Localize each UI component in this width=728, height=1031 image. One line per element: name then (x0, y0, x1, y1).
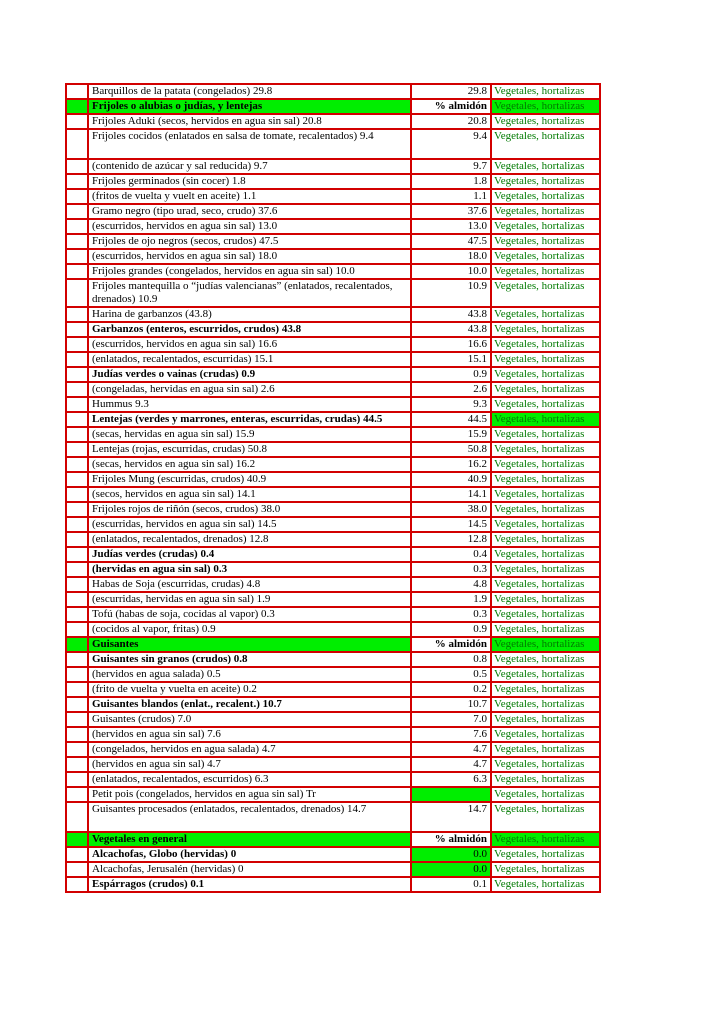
starch-value-cell[interactable]: 38.0 (411, 502, 491, 517)
category-cell[interactable]: Vegetales, hortalizas (491, 877, 600, 892)
row-marker-cell[interactable] (66, 99, 88, 114)
row-marker-cell[interactable] (66, 427, 88, 442)
food-name-cell[interactable]: Lentejas (verdes y marrones, enteras, escurridas, crudas) 44.5 (88, 412, 411, 427)
category-cell[interactable]: Vegetales, hortalizas (491, 517, 600, 532)
table-row (66, 862, 600, 877)
row-marker-cell[interactable] (66, 592, 88, 607)
food-name-cell[interactable]: (frito de vuelta y vuelta en aceite) 0.2 (88, 682, 411, 697)
starch-value-cell[interactable]: 14.7 (411, 802, 491, 832)
food-name-cell[interactable]: Alcachofas, Jerusalén (hervidas) 0 (88, 862, 411, 877)
table-row (66, 159, 600, 174)
category-cell[interactable]: Vegetales, hortalizas (491, 802, 600, 832)
starch-value-cell[interactable]: 18.0 (411, 249, 491, 264)
table-row (66, 802, 600, 832)
row-marker-cell[interactable] (66, 204, 88, 219)
row-marker-cell[interactable] (66, 129, 88, 159)
table-row (66, 264, 600, 279)
starch-value-cell[interactable]: 0.3 (411, 562, 491, 577)
food-name-cell[interactable]: (congeladas, hervidas en agua sin sal) 2.6 (88, 382, 411, 397)
food-name-cell[interactable]: (hervidas en agua sin sal) 0.3 (88, 562, 411, 577)
table-row (66, 577, 600, 592)
row-marker-cell[interactable] (66, 114, 88, 129)
category-cell[interactable]: Vegetales, hortalizas (491, 607, 600, 622)
table-row (66, 877, 600, 892)
row-marker-cell[interactable] (66, 532, 88, 547)
food-name-cell[interactable]: Harina de garbanzos (43.8) (88, 307, 411, 322)
starch-value-cell[interactable]: 40.9 (411, 472, 491, 487)
category-cell[interactable]: Vegetales, hortalizas (491, 697, 600, 712)
food-name-cell[interactable]: Guisantes procesados (enlatados, recalentados, drenados) 14.7 (88, 802, 411, 832)
starch-value-cell[interactable]: 9.3 (411, 397, 491, 412)
food-name-cell[interactable]: (enlatados, recalentados, drenados) 12.8 (88, 532, 411, 547)
food-name-cell[interactable]: Judías verdes (crudas) 0.4 (88, 547, 411, 562)
table-row (66, 472, 600, 487)
table-row (66, 367, 600, 382)
table-row (66, 279, 600, 307)
starch-value-cell[interactable]: 15.9 (411, 427, 491, 442)
category-cell[interactable]: Vegetales, hortalizas (491, 234, 600, 249)
starch-value-cell[interactable]: 4.7 (411, 757, 491, 772)
category-cell[interactable]: Vegetales, hortalizas (491, 427, 600, 442)
table-row (66, 204, 600, 219)
row-marker-cell[interactable] (66, 607, 88, 622)
row-marker-cell[interactable] (66, 367, 88, 382)
food-name-cell[interactable]: Petit pois (congelados, hervidos en agua sin sal) Tr (88, 787, 411, 802)
table-row (66, 412, 600, 427)
table-row (66, 189, 600, 204)
category-cell[interactable]: Vegetales, hortalizas (491, 159, 600, 174)
row-marker-cell[interactable] (66, 397, 88, 412)
table-row (66, 174, 600, 189)
food-name-cell[interactable]: (enlatados, recalentados, escurridas) 15.1 (88, 352, 411, 367)
category-cell[interactable]: Vegetales, hortalizas (491, 114, 600, 129)
category-cell[interactable]: Vegetales, hortalizas (491, 562, 600, 577)
category-cell[interactable]: Vegetales, hortalizas (491, 412, 600, 427)
row-marker-cell[interactable] (66, 682, 88, 697)
category-cell[interactable]: Vegetales, hortalizas (491, 472, 600, 487)
row-marker-cell[interactable] (66, 412, 88, 427)
category-cell[interactable]: Vegetales, hortalizas (491, 322, 600, 337)
food-name-cell[interactable]: (congelados, hervidos en agua salada) 4.7 (88, 742, 411, 757)
table-row (66, 697, 600, 712)
table-row (66, 219, 600, 234)
category-cell[interactable]: Vegetales, hortalizas (491, 592, 600, 607)
food-name-cell[interactable]: (contenido de azúcar y sal reducida) 9.7 (88, 159, 411, 174)
starch-value-cell[interactable]: 14.1 (411, 487, 491, 502)
table-row (66, 84, 600, 99)
starch-value-cell[interactable]: 0.8 (411, 652, 491, 667)
row-marker-cell[interactable] (66, 772, 88, 787)
category-cell[interactable]: Vegetales, hortalizas (491, 99, 600, 114)
row-marker-cell[interactable] (66, 322, 88, 337)
row-marker-cell[interactable] (66, 472, 88, 487)
row-marker-cell[interactable] (66, 862, 88, 877)
food-name-cell[interactable]: Tofú (habas de soja, cocidas al vapor) 0.3 (88, 607, 411, 622)
food-name-cell[interactable]: (escurridas, hervidas en agua sin sal) 1.9 (88, 592, 411, 607)
section-header-row (66, 99, 600, 114)
table-row (66, 667, 600, 682)
starch-value-cell[interactable]: 1.8 (411, 174, 491, 189)
food-name-cell[interactable]: Alcachofas, Globo (hervidas) 0 (88, 847, 411, 862)
table-row (66, 682, 600, 697)
starch-value-cell[interactable]: 43.8 (411, 307, 491, 322)
food-name-cell[interactable]: Frijoles o alubias o judías, y lentejas (88, 99, 411, 114)
starch-value-cell[interactable]: 0.1 (411, 877, 491, 892)
food-name-cell[interactable]: Frijoles cocidos (enlatados en salsa de tomate, recalentados) 9.4 (88, 129, 411, 159)
table-row (66, 607, 600, 622)
table-row (66, 757, 600, 772)
starch-value-cell[interactable]: 20.8 (411, 114, 491, 129)
starch-value-cell[interactable]: 10.7 (411, 697, 491, 712)
row-marker-cell[interactable] (66, 697, 88, 712)
food-name-cell[interactable]: Frijoles grandes (congelados, hervidos en agua sin sal) 10.0 (88, 264, 411, 279)
table-row (66, 397, 600, 412)
row-marker-cell[interactable] (66, 337, 88, 352)
starch-value-cell[interactable]: 4.8 (411, 577, 491, 592)
food-name-cell[interactable]: Frijoles germinados (sin cocer) 1.8 (88, 174, 411, 189)
food-name-cell[interactable]: Barquillos de la patata (congelados) 29.8 (88, 84, 411, 99)
table-row (66, 517, 600, 532)
category-cell[interactable]: Vegetales, hortalizas (491, 442, 600, 457)
food-name-cell[interactable]: Guisantes blandos (enlat., recalent.) 10.7 (88, 697, 411, 712)
food-name-cell[interactable]: (hervidos en agua salada) 0.5 (88, 667, 411, 682)
row-marker-cell[interactable] (66, 712, 88, 727)
category-cell[interactable]: Vegetales, hortalizas (491, 174, 600, 189)
category-cell[interactable]: Vegetales, hortalizas (491, 772, 600, 787)
category-cell[interactable]: Vegetales, hortalizas (491, 712, 600, 727)
starch-value-cell[interactable]: 0.9 (411, 367, 491, 382)
starch-value-cell[interactable]: 0.4 (411, 547, 491, 562)
category-cell[interactable]: Vegetales, hortalizas (491, 382, 600, 397)
row-marker-cell[interactable] (66, 802, 88, 832)
table-row (66, 727, 600, 742)
category-cell[interactable]: Vegetales, hortalizas (491, 487, 600, 502)
starch-value-cell[interactable]: 15.1 (411, 352, 491, 367)
row-marker-cell[interactable] (66, 517, 88, 532)
food-name-cell[interactable]: (escurridas, hervidos en agua sin sal) 14.5 (88, 517, 411, 532)
food-name-cell[interactable]: (secas, hervidos en agua sin sal) 16.2 (88, 457, 411, 472)
starch-value-cell[interactable]: 12.8 (411, 532, 491, 547)
starch-value-cell[interactable]: 1.9 (411, 592, 491, 607)
row-marker-cell[interactable] (66, 502, 88, 517)
food-name-cell[interactable]: Frijoles rojos de riñón (secos, crudos) 38.0 (88, 502, 411, 517)
category-cell[interactable]: Vegetales, hortalizas (491, 742, 600, 757)
starch-value-cell[interactable]: 1.1 (411, 189, 491, 204)
table-row (66, 772, 600, 787)
starch-value-cell[interactable]: 47.5 (411, 234, 491, 249)
table-row (66, 502, 600, 517)
row-marker-cell[interactable] (66, 84, 88, 99)
category-cell[interactable]: Vegetales, hortalizas (491, 532, 600, 547)
category-cell[interactable]: Vegetales, hortalizas (491, 757, 600, 772)
table-row (66, 847, 600, 862)
category-cell[interactable]: Vegetales, hortalizas (491, 264, 600, 279)
category-cell[interactable]: Vegetales, hortalizas (491, 457, 600, 472)
starch-value-cell[interactable]: 0.0 (411, 847, 491, 862)
section-header-row (66, 832, 600, 847)
food-name-cell[interactable]: (fritos de vuelta y vuelt en aceite) 1.1 (88, 189, 411, 204)
starch-value-cell[interactable]: 16.2 (411, 457, 491, 472)
row-marker-cell[interactable] (66, 637, 88, 652)
row-marker-cell[interactable] (66, 159, 88, 174)
starch-value-cell[interactable]: % almidón (411, 99, 491, 114)
food-name-cell[interactable]: Vegetales en general (88, 832, 411, 847)
table-row (66, 592, 600, 607)
table-row (66, 129, 600, 159)
table-row (66, 532, 600, 547)
category-cell[interactable]: Vegetales, hortalizas (491, 862, 600, 877)
row-marker-cell[interactable] (66, 249, 88, 264)
starch-value-cell[interactable]: 37.6 (411, 204, 491, 219)
table-row (66, 337, 600, 352)
row-marker-cell[interactable] (66, 787, 88, 802)
row-marker-cell[interactable] (66, 757, 88, 772)
starch-value-cell[interactable]: 50.8 (411, 442, 491, 457)
starch-value-cell[interactable]: 7.0 (411, 712, 491, 727)
category-cell[interactable]: Vegetales, hortalizas (491, 189, 600, 204)
starch-value-cell[interactable]: 10.0 (411, 264, 491, 279)
category-cell[interactable]: Vegetales, hortalizas (491, 397, 600, 412)
category-cell[interactable]: Vegetales, hortalizas (491, 84, 600, 99)
starch-value-cell[interactable]: 0.2 (411, 682, 491, 697)
starch-value-cell[interactable]: 43.8 (411, 322, 491, 337)
starch-value-cell[interactable]: 9.4 (411, 129, 491, 159)
food-name-cell[interactable]: Frijoles Mung (escurridas, crudos) 40.9 (88, 472, 411, 487)
starch-value-cell[interactable]: 10.9 (411, 279, 491, 307)
row-marker-cell[interactable] (66, 382, 88, 397)
category-cell[interactable]: Vegetales, hortalizas (491, 847, 600, 862)
food-name-cell[interactable]: (escurridos, hervidos en agua sin sal) 16.6 (88, 337, 411, 352)
category-cell[interactable]: Vegetales, hortalizas (491, 279, 600, 307)
starch-value-cell[interactable]: 0.0 (411, 862, 491, 877)
row-marker-cell[interactable] (66, 547, 88, 562)
table-row (66, 742, 600, 757)
category-cell[interactable]: Vegetales, hortalizas (491, 622, 600, 637)
table-row (66, 652, 600, 667)
food-name-cell[interactable]: Judías verdes o vainas (crudas) 0.9 (88, 367, 411, 382)
category-cell[interactable]: Vegetales, hortalizas (491, 204, 600, 219)
starch-value-cell[interactable]: 44.5 (411, 412, 491, 427)
row-marker-cell[interactable] (66, 847, 88, 862)
starch-value-cell[interactable]: 0.3 (411, 607, 491, 622)
row-marker-cell[interactable] (66, 577, 88, 592)
food-name-cell[interactable]: Guisantes sin granos (crudos) 0.8 (88, 652, 411, 667)
starch-value-cell[interactable] (411, 787, 491, 802)
table-row (66, 307, 600, 322)
food-name-cell[interactable]: Frijoles mantequilla o “judías valencianas” (enlatados, recalentados, drenados) 10.9 (88, 279, 411, 307)
table-row (66, 457, 600, 472)
category-cell[interactable]: Vegetales, hortalizas (491, 337, 600, 352)
food-name-cell[interactable]: (cocidos al vapor, fritas) 0.9 (88, 622, 411, 637)
category-cell[interactable]: Vegetales, hortalizas (491, 577, 600, 592)
food-name-cell[interactable]: Habas de Soja (escurridas, crudas) 4.8 (88, 577, 411, 592)
category-cell[interactable]: Vegetales, hortalizas (491, 352, 600, 367)
row-marker-cell[interactable] (66, 279, 88, 307)
food-name-cell[interactable]: (enlatados, recalentados, escurridos) 6.3 (88, 772, 411, 787)
row-marker-cell[interactable] (66, 562, 88, 577)
starch-value-cell[interactable]: 14.5 (411, 517, 491, 532)
starch-value-cell[interactable]: 2.6 (411, 382, 491, 397)
table-row (66, 547, 600, 562)
table-row (66, 487, 600, 502)
food-name-cell[interactable]: Hummus 9.3 (88, 397, 411, 412)
food-name-cell[interactable]: (hervidos en agua sin sal) 4.7 (88, 757, 411, 772)
food-name-cell[interactable]: (secos, hervidos en agua sin sal) 14.1 (88, 487, 411, 502)
table-row (66, 234, 600, 249)
row-marker-cell[interactable] (66, 234, 88, 249)
row-marker-cell[interactable] (66, 727, 88, 742)
category-cell[interactable]: Vegetales, hortalizas (491, 547, 600, 562)
food-name-cell[interactable]: Espárragos (crudos) 0.1 (88, 877, 411, 892)
row-marker-cell[interactable] (66, 667, 88, 682)
table-row (66, 427, 600, 442)
category-cell[interactable]: Vegetales, hortalizas (491, 367, 600, 382)
starch-value-cell[interactable]: 6.3 (411, 772, 491, 787)
table-row (66, 787, 600, 802)
starch-value-cell[interactable]: 16.6 (411, 337, 491, 352)
starch-value-cell[interactable]: 13.0 (411, 219, 491, 234)
table-body (66, 84, 600, 892)
food-name-cell[interactable]: (hervidos en agua sin sal) 7.6 (88, 727, 411, 742)
food-name-cell[interactable]: Garbanzos (enteros, escurridos, crudos) 43.8 (88, 322, 411, 337)
food-name-cell[interactable]: Guisantes (88, 637, 411, 652)
starch-value-cell[interactable]: 0.5 (411, 667, 491, 682)
food-name-cell[interactable]: Guisantes (crudos) 7.0 (88, 712, 411, 727)
food-name-cell[interactable]: (escurridos, hervidos en agua sin sal) 18.0 (88, 249, 411, 264)
row-marker-cell[interactable] (66, 457, 88, 472)
table-row (66, 352, 600, 367)
row-marker-cell[interactable] (66, 307, 88, 322)
row-marker-cell[interactable] (66, 352, 88, 367)
row-marker-cell[interactable] (66, 832, 88, 847)
category-cell[interactable]: Vegetales, hortalizas (491, 129, 600, 159)
row-marker-cell[interactable] (66, 264, 88, 279)
starch-value-cell[interactable]: % almidón (411, 832, 491, 847)
category-cell[interactable]: Vegetales, hortalizas (491, 832, 600, 847)
category-cell[interactable]: Vegetales, hortalizas (491, 502, 600, 517)
table-row (66, 114, 600, 129)
category-cell[interactable]: Vegetales, hortalizas (491, 667, 600, 682)
data-table (65, 83, 601, 893)
row-marker-cell[interactable] (66, 742, 88, 757)
row-marker-cell[interactable] (66, 622, 88, 637)
table-row (66, 622, 600, 637)
row-marker-cell[interactable] (66, 442, 88, 457)
category-cell[interactable]: Vegetales, hortalizas (491, 637, 600, 652)
table-row (66, 322, 600, 337)
starch-value-cell[interactable]: 0.9 (411, 622, 491, 637)
food-name-cell[interactable]: Lentejas (rojas, escurridas, crudas) 50.8 (88, 442, 411, 457)
table-row (66, 382, 600, 397)
category-cell[interactable]: Vegetales, hortalizas (491, 249, 600, 264)
food-name-cell[interactable]: (escurridos, hervidos en agua sin sal) 13.0 (88, 219, 411, 234)
row-marker-cell[interactable] (66, 174, 88, 189)
food-name-cell[interactable]: Gramo negro (tipo urad, seco, crudo) 37.6 (88, 204, 411, 219)
category-cell[interactable]: Vegetales, hortalizas (491, 787, 600, 802)
category-cell[interactable]: Vegetales, hortalizas (491, 727, 600, 742)
row-marker-cell[interactable] (66, 219, 88, 234)
starch-value-cell[interactable]: % almidón (411, 637, 491, 652)
starch-value-cell[interactable]: 7.6 (411, 727, 491, 742)
category-cell[interactable]: Vegetales, hortalizas (491, 307, 600, 322)
section-header-row (66, 637, 600, 652)
row-marker-cell[interactable] (66, 189, 88, 204)
row-marker-cell[interactable] (66, 652, 88, 667)
table-row (66, 712, 600, 727)
table-row (66, 249, 600, 264)
table-row (66, 442, 600, 457)
table-row (66, 562, 600, 577)
row-marker-cell[interactable] (66, 487, 88, 502)
food-name-cell[interactable]: (secas, hervidas en agua sin sal) 15.9 (88, 427, 411, 442)
starch-value-cell[interactable]: 9.7 (411, 159, 491, 174)
category-cell[interactable]: Vegetales, hortalizas (491, 652, 600, 667)
starch-value-cell[interactable]: 4.7 (411, 742, 491, 757)
food-name-cell[interactable]: Frijoles de ojo negros (secos, crudos) 47.5 (88, 234, 411, 249)
food-name-cell[interactable]: Frijoles Aduki (secos, hervidos en agua sin sal) 20.8 (88, 114, 411, 129)
starch-value-cell[interactable]: 29.8 (411, 84, 491, 99)
category-cell[interactable]: Vegetales, hortalizas (491, 219, 600, 234)
row-marker-cell[interactable] (66, 877, 88, 892)
category-cell[interactable]: Vegetales, hortalizas (491, 682, 600, 697)
